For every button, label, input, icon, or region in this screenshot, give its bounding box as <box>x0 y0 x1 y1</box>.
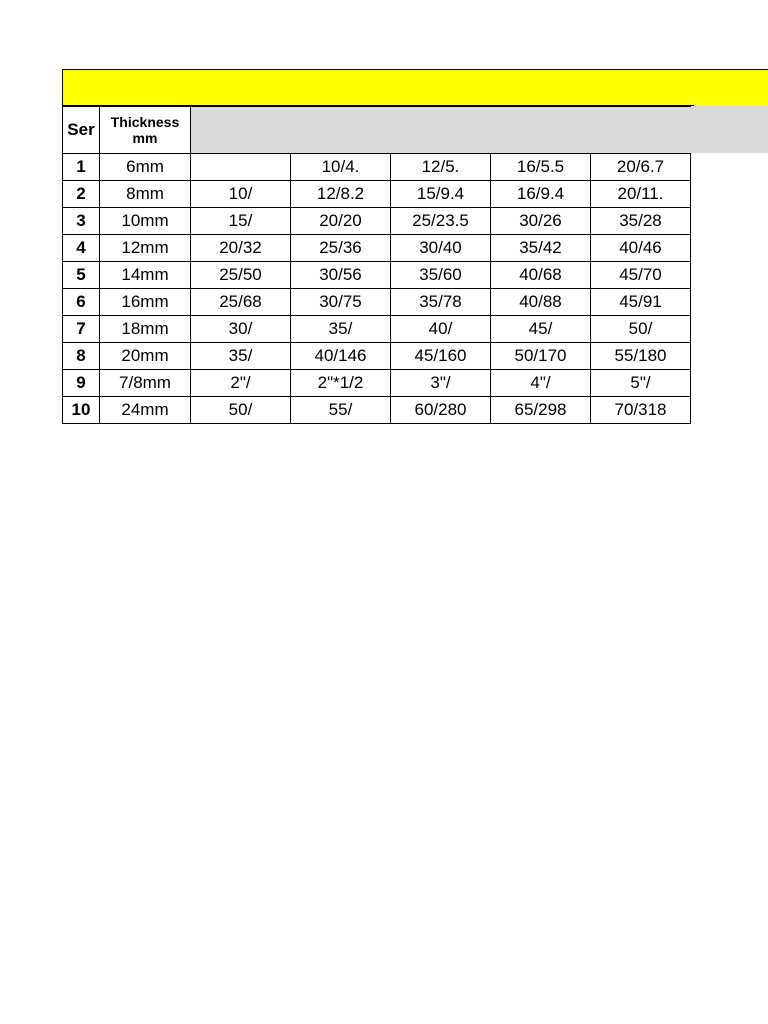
value-cell[interactable]: 20/11. <box>591 181 691 208</box>
thickness-cell[interactable]: 8mm <box>100 181 191 208</box>
ser-cell[interactable]: 10 <box>63 397 100 424</box>
value-cell[interactable]: 30/40 <box>391 235 491 262</box>
value-cell[interactable]: 45/91 <box>591 289 691 316</box>
thickness-cell[interactable]: 20mm <box>100 343 191 370</box>
value-cell[interactable]: 35/78 <box>391 289 491 316</box>
thickness-cell[interactable]: 12mm <box>100 235 191 262</box>
value-cell[interactable]: 65/298 <box>491 397 591 424</box>
value-cell[interactable]: 30/56 <box>291 262 391 289</box>
value-cell[interactable]: 35/42 <box>491 235 591 262</box>
value-cell[interactable]: 40/88 <box>491 289 591 316</box>
thickness-cell[interactable]: 6mm <box>100 154 191 181</box>
value-cell[interactable]: 50/ <box>191 397 291 424</box>
value-cell[interactable]: 40/146 <box>291 343 391 370</box>
table-row <box>63 343 691 370</box>
value-cell[interactable]: 20/32 <box>191 235 291 262</box>
value-cell[interactable]: 20/6.7 <box>591 154 691 181</box>
ser-cell[interactable]: 4 <box>63 235 100 262</box>
value-cell[interactable]: 4"/ <box>491 370 591 397</box>
header-blank-cell[interactable] <box>191 107 691 154</box>
table-row <box>63 262 691 289</box>
ser-header[interactable]: Ser <box>63 107 100 154</box>
value-cell[interactable]: 30/26 <box>491 208 591 235</box>
ser-cell[interactable]: 3 <box>63 208 100 235</box>
table-row <box>63 235 691 262</box>
value-cell[interactable]: 3"/ <box>391 370 491 397</box>
thickness-table <box>62 106 691 424</box>
value-cell[interactable]: 35/60 <box>391 262 491 289</box>
value-cell[interactable]: 60/280 <box>391 397 491 424</box>
table-row <box>63 370 691 397</box>
value-cell[interactable]: 30/ <box>191 316 291 343</box>
value-cell[interactable]: 35/ <box>191 343 291 370</box>
value-cell[interactable]: 2"/ <box>191 370 291 397</box>
ser-cell[interactable]: 1 <box>63 154 100 181</box>
ser-cell[interactable]: 5 <box>63 262 100 289</box>
value-cell[interactable]: 25/23.5 <box>391 208 491 235</box>
value-cell[interactable]: 25/50 <box>191 262 291 289</box>
table-row <box>63 316 691 343</box>
table-row <box>63 397 691 424</box>
value-cell[interactable]: 16/5.5 <box>491 154 591 181</box>
value-cell[interactable]: 30/75 <box>291 289 391 316</box>
value-cell[interactable]: 25/68 <box>191 289 291 316</box>
table-body <box>63 107 691 424</box>
value-cell[interactable]: 12/8.2 <box>291 181 391 208</box>
value-cell[interactable]: 5"/ <box>591 370 691 397</box>
value-cell[interactable]: 10/4. <box>291 154 391 181</box>
value-cell[interactable]: 20/20 <box>291 208 391 235</box>
header-row <box>63 107 691 154</box>
ser-cell[interactable]: 9 <box>63 370 100 397</box>
value-cell[interactable]: 16/9.4 <box>491 181 591 208</box>
value-cell[interactable]: 15/ <box>191 208 291 235</box>
value-cell[interactable]: 50/ <box>591 316 691 343</box>
value-cell[interactable]: 10/ <box>191 181 291 208</box>
value-cell[interactable]: 2"*1/2 <box>291 370 391 397</box>
ser-cell[interactable]: 8 <box>63 343 100 370</box>
value-cell[interactable]: 55/ <box>291 397 391 424</box>
value-cell[interactable]: 45/160 <box>391 343 491 370</box>
value-cell[interactable]: 35/ <box>291 316 391 343</box>
table-row <box>63 181 691 208</box>
ser-cell[interactable]: 7 <box>63 316 100 343</box>
thickness-cell[interactable]: 10mm <box>100 208 191 235</box>
thickness-cell[interactable]: 18mm <box>100 316 191 343</box>
value-cell[interactable]: 40/46 <box>591 235 691 262</box>
value-cell[interactable]: 15/9.4 <box>391 181 491 208</box>
table-row <box>63 208 691 235</box>
value-cell[interactable]: 55/180 <box>591 343 691 370</box>
value-cell[interactable]: 50/170 <box>491 343 591 370</box>
title-band <box>62 69 768 106</box>
table-row <box>63 154 691 181</box>
value-cell[interactable]: 25/36 <box>291 235 391 262</box>
table-row <box>63 289 691 316</box>
value-cell[interactable] <box>191 154 291 181</box>
value-cell[interactable]: 12/5. <box>391 154 491 181</box>
ser-cell[interactable]: 6 <box>63 289 100 316</box>
title-band-border <box>63 69 694 106</box>
value-cell[interactable]: 40/68 <box>491 262 591 289</box>
thickness-header[interactable]: Thickness mm <box>100 107 191 154</box>
value-cell[interactable]: 40/ <box>391 316 491 343</box>
value-cell[interactable]: 70/318 <box>591 397 691 424</box>
thickness-cell[interactable]: 7/8mm <box>100 370 191 397</box>
value-cell[interactable]: 35/28 <box>591 208 691 235</box>
thickness-cell[interactable]: 16mm <box>100 289 191 316</box>
thickness-cell[interactable]: 24mm <box>100 397 191 424</box>
thickness-cell[interactable]: 14mm <box>100 262 191 289</box>
value-cell[interactable]: 45/70 <box>591 262 691 289</box>
value-cell[interactable]: 45/ <box>491 316 591 343</box>
ser-cell[interactable]: 2 <box>63 181 100 208</box>
